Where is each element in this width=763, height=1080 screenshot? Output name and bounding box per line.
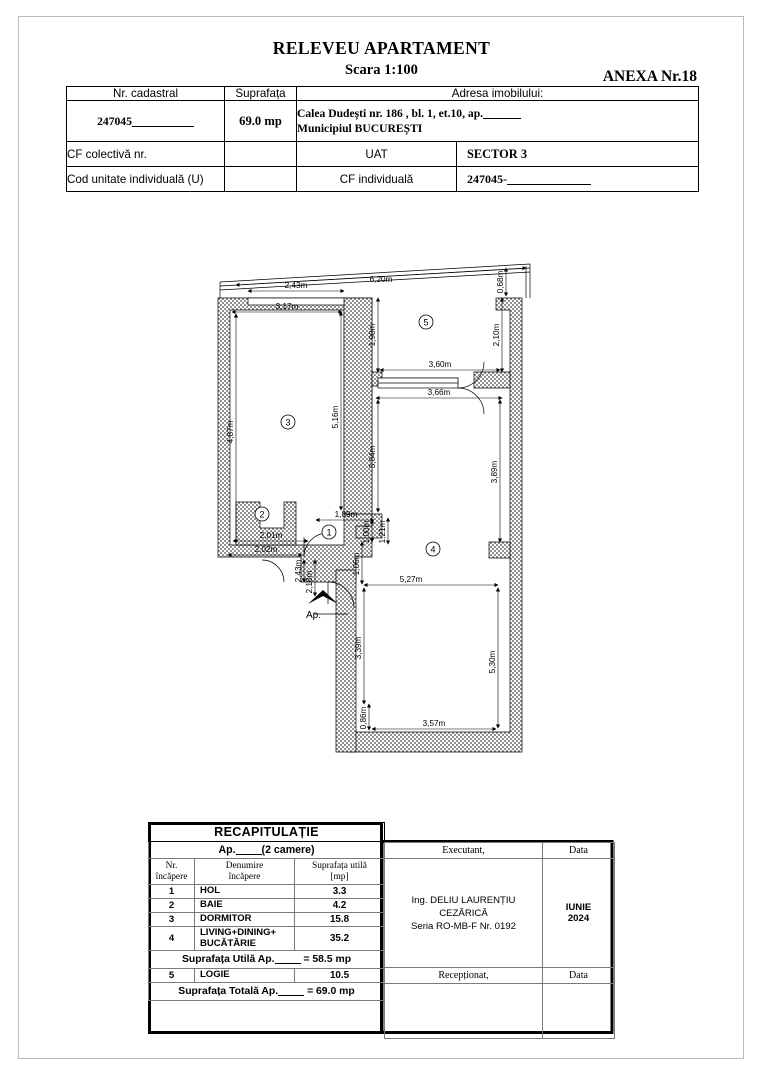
- row-area: 10.5: [295, 969, 385, 983]
- table-row: [149, 885, 385, 899]
- recap-ap-blank: [236, 854, 262, 855]
- area-value-cell: 69.0 mp: [225, 101, 297, 142]
- cadastral-number-cell: [67, 101, 225, 142]
- room-marker-5: 5: [423, 317, 429, 328]
- dim-bath-right-upper: 2,43m: [294, 559, 303, 583]
- scale-subtitle: Scara 1:100: [345, 62, 418, 78]
- row-nr: 5: [149, 969, 195, 983]
- page-title: RELEVEU APARTAMENT: [272, 38, 491, 58]
- col-header-nr-line1: Nr.: [165, 861, 178, 871]
- dim-hall-top: 1,89m: [334, 510, 358, 519]
- execution-date-month: IUNIE: [565, 901, 592, 913]
- cf-individuala-value: 247045-: [467, 171, 507, 186]
- table-row: [385, 859, 615, 968]
- property-header-table: [66, 86, 699, 192]
- row-area: 3.3: [295, 885, 385, 899]
- address-blank-line: [483, 118, 521, 119]
- recap-title: RECAPITULAȚIE: [149, 823, 385, 842]
- receptionat-label: Recepționat,: [385, 968, 543, 984]
- cf-colectiva-label: CF colectivă nr.: [67, 142, 225, 167]
- totala-prefix: Suprafața Totală Ap.: [178, 986, 279, 997]
- dim-logie-bottom: 3,60m: [428, 360, 452, 369]
- col-header-adresa: Adresa imobilului:: [297, 87, 699, 101]
- utila-prefix: Suprafața Utilă Ap.: [181, 954, 275, 965]
- dim-living-top: 3,66m: [427, 388, 451, 397]
- uat-label: UAT: [297, 142, 457, 167]
- execution-date-year: 2024: [567, 913, 590, 924]
- dim-hall-niche-b: 1,21m: [378, 520, 387, 544]
- address-cell: [297, 101, 699, 142]
- row-name: DORMITOR: [195, 913, 295, 927]
- dim-living-right-upper: 3,89m: [490, 460, 499, 484]
- row-name-line1: LIVING+DINING+: [200, 927, 277, 938]
- col-header-sup-line2: [mp]: [330, 871, 349, 882]
- utila-blank: [275, 963, 301, 964]
- table-row: [149, 859, 385, 885]
- dim-hall-left-low: 1,06m: [352, 552, 361, 576]
- table-row: [67, 142, 699, 167]
- dim-living-bottom: 3,57m: [422, 719, 446, 728]
- table-row: [149, 927, 385, 951]
- col-header-suprafata: Suprafața: [225, 87, 297, 101]
- row-area: 4.2: [295, 899, 385, 913]
- cf-individuala-blank-line: [507, 184, 591, 185]
- table-row: [149, 969, 385, 983]
- uat-value: SECTOR 3: [457, 142, 699, 167]
- cadastral-number-value: 247045: [97, 114, 132, 128]
- row-name: HOL: [195, 885, 295, 899]
- execution-date: [543, 859, 615, 968]
- col-header-den-line2: încăpere: [228, 871, 261, 882]
- col-header-sup-line1: Suprafața utilă: [312, 861, 367, 871]
- col-header-suprafata-utila: [295, 859, 385, 885]
- recap-apartment-row: [149, 842, 385, 859]
- row-nr: 1: [149, 885, 195, 899]
- address-line-1: Calea Dudești nr. 186 , bl. 1, et.10, ap.: [297, 107, 484, 120]
- room-marker-4: 4: [430, 544, 436, 555]
- room-marker-3: 3: [285, 417, 291, 428]
- data-label-1: Data: [543, 843, 615, 859]
- table-row: [67, 101, 699, 142]
- recapitulation-table: [148, 822, 385, 1001]
- table-row: [385, 968, 615, 984]
- executant-details: [385, 859, 543, 968]
- recap-ap-suffix: (2 camere): [261, 844, 315, 856]
- row-name: BAIE: [195, 899, 295, 913]
- dim-hall-niche-a: 1,00m: [362, 520, 371, 544]
- table-row: [67, 87, 699, 101]
- row-nr: 2: [149, 899, 195, 913]
- dim-bedroom-window: 2,43m: [284, 281, 308, 290]
- executant-name-line1: Ing. DELIU LAURENȚIU: [411, 894, 516, 906]
- dim-logie-right: 2,10m: [492, 323, 501, 347]
- col-header-nr-line2: încăpere: [155, 871, 188, 882]
- row-area: 15.8: [295, 913, 385, 927]
- table-row: [149, 951, 385, 969]
- executant-name-line2: CEZĂRICĂ: [439, 907, 488, 919]
- recap-ap-prefix: Ap.: [218, 844, 236, 856]
- table-row: [385, 984, 615, 1039]
- dim-living-left-upper: 3,04m: [368, 445, 377, 469]
- address-line-2: Municipiul BUCUREȘTI: [297, 122, 423, 135]
- table-row: [149, 823, 385, 842]
- cf-individuala-value-cell: [457, 167, 699, 192]
- plan-dimensions: [226, 268, 526, 730]
- receptionat-value: [385, 984, 543, 1039]
- col-header-nr: [149, 859, 195, 885]
- suprafata-totala-total: [149, 983, 385, 1001]
- table-row: [67, 167, 699, 192]
- suprafata-utila-total: [149, 951, 385, 969]
- row-name-line2: BUCĂTĂRIE: [200, 937, 256, 949]
- room-marker-1: 1: [326, 527, 332, 538]
- dim-balcony-total: 6,20m: [369, 275, 393, 284]
- table-row: [149, 913, 385, 927]
- row-area: 35.2: [295, 927, 385, 951]
- totala-blank: [278, 995, 304, 996]
- col-header-den-line1: Denumire: [225, 861, 264, 871]
- executant-label: Executant,: [385, 843, 543, 859]
- cadastral-blank-line: [132, 126, 194, 127]
- dim-bath-top: 2,02m: [254, 545, 278, 554]
- bottom-block: [148, 822, 614, 1034]
- room-marker-2: 2: [259, 509, 265, 520]
- dim-bedroom-left: 4,87m: [226, 420, 235, 444]
- dim-bedroom-top: 3,17m: [275, 302, 299, 311]
- dim-living-mid: 5,27m: [399, 575, 423, 584]
- row-name: [195, 927, 295, 951]
- entrance-label: Ap.: [306, 610, 322, 621]
- dim-bedroom-right: 5,16m: [331, 405, 340, 429]
- floor-plan-drawing: [196, 252, 556, 772]
- dim-logie-right-small: 0,68m: [496, 270, 505, 294]
- executant-serial: Seria RO-MB-F Nr. 0192: [410, 920, 517, 932]
- table-row: [149, 899, 385, 913]
- dim-living-right-lower: 5,30m: [488, 650, 497, 674]
- table-row: [149, 983, 385, 1001]
- cod-unitate-value: [225, 167, 297, 192]
- dim-bedroom-bottom: 2,01m: [259, 531, 283, 540]
- row-nr: 3: [149, 913, 195, 927]
- row-nr: 4: [149, 927, 195, 951]
- dim-bath-right-lower: 2,18m: [305, 570, 314, 594]
- dim-living-bottom-small: 0,86m: [359, 706, 368, 730]
- table-row: [149, 842, 385, 859]
- data-label-2: Data: [543, 968, 615, 984]
- col-header-denumire: [195, 859, 295, 885]
- cf-colectiva-value: [225, 142, 297, 167]
- anexa-label: ANEXA Nr.18: [602, 68, 697, 85]
- cod-unitate-label: Cod unitate individuală (U): [67, 167, 225, 192]
- totala-value: = 69.0 mp: [307, 986, 355, 997]
- signature-table: [384, 842, 615, 1039]
- dim-living-left-lower: 3,39m: [354, 636, 363, 660]
- dim-logie-left: 1,98m: [368, 323, 377, 347]
- col-header-cadastral: Nr. cadastral: [67, 87, 225, 101]
- receptionat-date-value: [543, 984, 615, 1039]
- utila-value: = 58.5 mp: [303, 954, 352, 965]
- cf-individuala-label: CF individuală: [297, 167, 457, 192]
- row-name: LOGIE: [195, 969, 295, 983]
- table-row: [385, 843, 615, 859]
